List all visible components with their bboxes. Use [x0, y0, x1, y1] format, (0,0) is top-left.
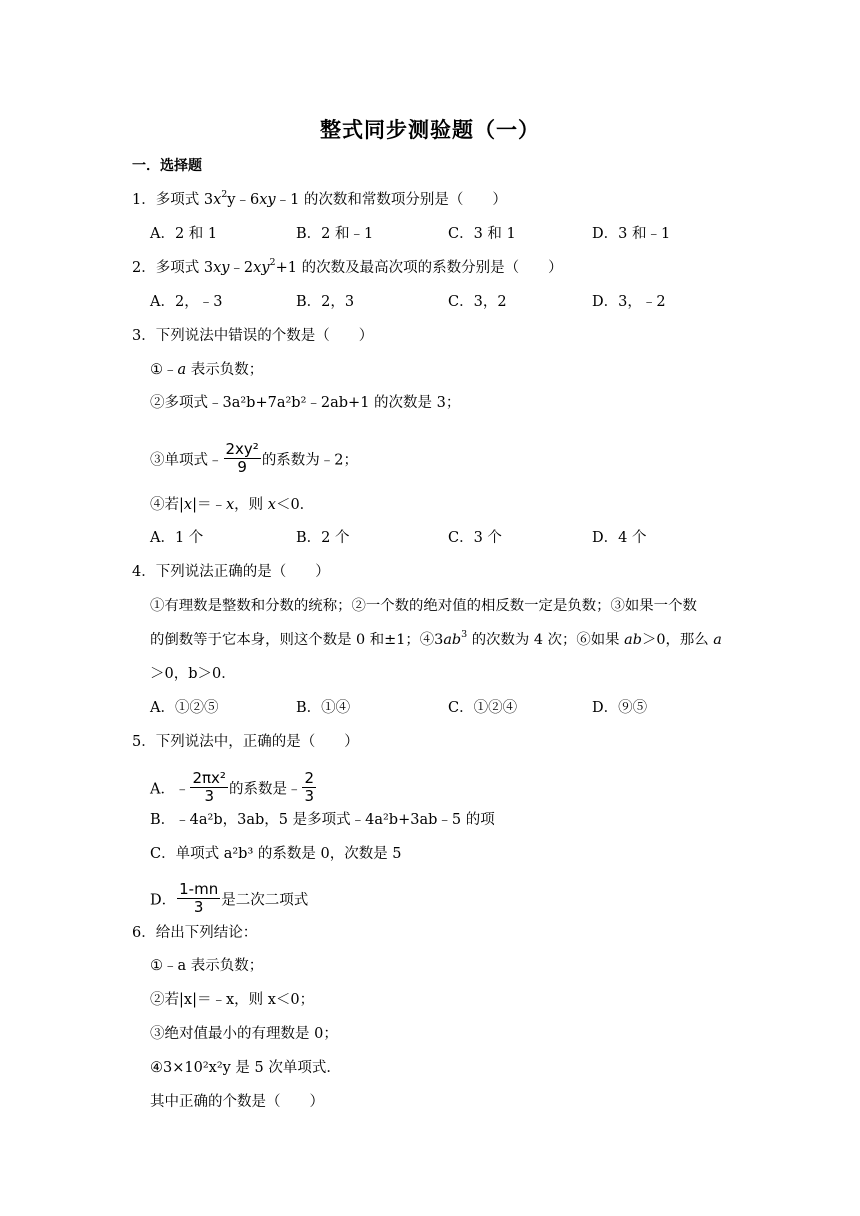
question-1-option-d: D．3 和﹣1 — [592, 226, 671, 242]
question-3-stem: 3．下列说法中错误的个数是（ ） — [132, 328, 374, 344]
question-3-option-a: A．1 个 — [150, 530, 204, 546]
question-2-option-a: A．2，﹣3 — [150, 294, 223, 310]
question-3-statement-3: ③单项式﹣ $\frac{\text{2xy²}}{9}$ 的系数为﹣2； — [150, 440, 359, 476]
question-1-stem: 1．多项式 $3x^2y﹣6xy﹣1$ 的次数和常数项分别是（ ） — [132, 189, 507, 208]
question-2-option-b: B．2，3 — [296, 294, 355, 310]
question-6-statement-2: ②若|x|＝﹣x，则 x＜0； — [150, 992, 315, 1008]
question-1-option-b: B．2 和﹣1 — [296, 226, 374, 242]
question-5-option-b: B．﹣4a²b，3ab，5 是多项式﹣4a²b+3ab﹣5 的项 — [150, 812, 495, 828]
question-4-body-line-2: 的倒数等于它本身，则这个数是 0 和±1；$④3ab^3$ 的次数为 4 次；⑥如果 ab＞0，那么 a — [150, 629, 722, 648]
question-6-stem: 6．给出下列结论： — [132, 925, 258, 941]
question-3-statement-1: ①﹣a 表示负数； — [150, 362, 264, 378]
question-1-option-c: C．3 和 1 — [448, 226, 516, 242]
question-2-option-c: C．3，2 — [448, 294, 507, 310]
question-2-option-d: D．3，﹣2 — [592, 294, 666, 310]
question-6-tail: 其中正确的个数是（ ） — [150, 1094, 324, 1110]
question-4-option-c: C．①②④ — [448, 700, 518, 716]
question-5-stem: 5．下列说法中，正确的是（ ） — [132, 734, 359, 750]
question-3-option-d: D．4 个 — [592, 530, 647, 546]
question-4-stem: 4．下列说法正确的是（ ） — [132, 564, 330, 580]
question-6-statement-1: ①﹣a 表示负数； — [150, 958, 264, 974]
question-3-statement-2: ②多项式﹣3a²b+7a²b²﹣2ab+1 的次数是 3； — [150, 395, 461, 411]
fraction-2-over-3: $\frac{2}{3}$ — [304, 769, 314, 805]
question-2-stem: 2．多项式 $3xy﹣2xy^2+1$ 的次数及最高次项的系数分别是（ ） — [132, 257, 563, 276]
fraction-2xy2-over-9: $\frac{\text{2xy²}}{9}$ — [225, 440, 259, 476]
question-5-option-d: D． $\frac{1-mn}{3}$ 是二次二项式 — [150, 880, 309, 916]
section-heading: 一．选择题 — [132, 158, 202, 174]
question-4-body-line-1: ①有理数是整数和分数的统称；②一个数的绝对值的相反数一定是负数；③如果一个数 — [150, 598, 697, 614]
question-6-statement-3: ③绝对值最小的有理数是 0； — [150, 1026, 338, 1042]
question-3-option-b: B．2 个 — [296, 530, 350, 546]
question-6-statement-4: ④3×10²x²y 是 5 次单项式． — [150, 1060, 341, 1076]
question-4-option-d: D．⑨⑤ — [592, 700, 648, 716]
fraction-1-mn-over-3: $\frac{1-mn}{3}$ — [179, 880, 219, 916]
document-title: 整式同步测验题（一） — [320, 117, 540, 142]
question-4-option-a: A．①②⑤ — [150, 700, 219, 716]
fraction-2pix2-over-3: $\frac{\text{2πx²}}{3}$ — [192, 769, 226, 805]
question-1-option-a: A．2 和 1 — [150, 226, 218, 242]
question-5-option-c: C．单项式 a²b³ 的系数是 0，次数是 5 — [150, 846, 402, 862]
question-5-option-a: A．﹣ $\frac{\text{2πx²}}{3}$ 的系数是﹣ $\frac{2}{3}$ — [150, 769, 314, 805]
question-3-option-c: C．3 个 — [448, 530, 502, 546]
question-4-option-b: B．①④ — [296, 700, 351, 716]
question-4-body-line-3: ＞0，b＞0． — [150, 666, 236, 682]
question-3-statement-4: ④若|x|＝﹣x，则 x＜0． — [150, 497, 315, 513]
